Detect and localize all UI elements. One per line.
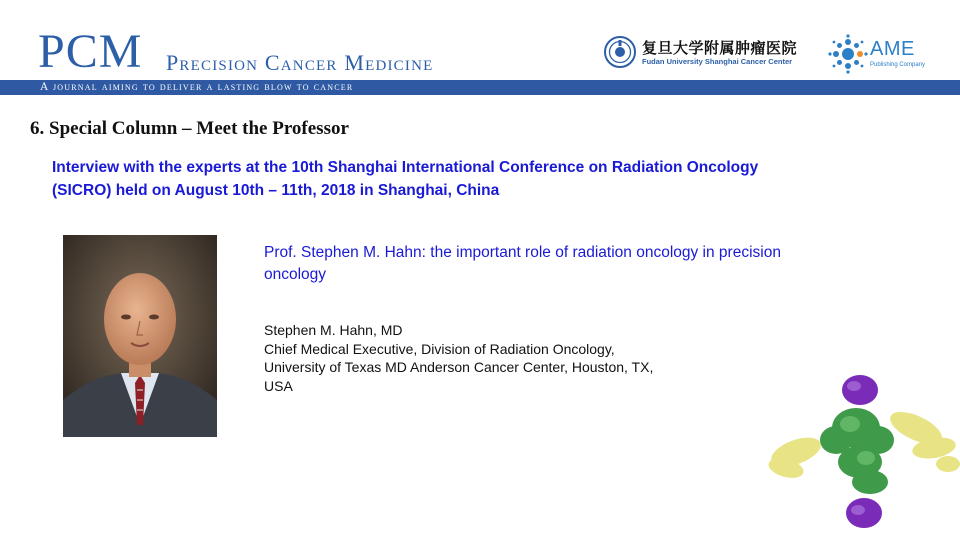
speaker-position: Chief Medical Executive, Division of Radiation Oncology, [264, 340, 615, 357]
interview-title: Prof. Stephen M. Hahn: the important role of radiation oncology in precision oncology [264, 244, 781, 283]
fudan-emblem-icon [604, 36, 636, 68]
portrait-image [63, 235, 217, 437]
ame-logo [828, 34, 938, 74]
speaker-country: USA [264, 377, 293, 394]
tagline-text: A journal aiming to deliver a lasting blow to cancer [40, 81, 354, 93]
journal-logo-abbr: PCM [38, 25, 143, 78]
fudan-logo [604, 36, 814, 70]
journal-logo-full: Precision Cancer Medicine [166, 50, 434, 75]
ame-dots-icon [828, 34, 868, 74]
tagline-banner [0, 80, 960, 95]
section-title: 6. Special Column – Meet the Professor [30, 118, 349, 139]
section-subtitle: Interview with the experts at the 10th Shanghai International Conference on Radiation Oncology (SICRO) held on August 10th – 11th, 2018 in Shanghai, China [52, 159, 759, 199]
professor-photo [63, 235, 217, 437]
fudan-name-cn: 复旦大学附属肿瘤医院 [642, 39, 798, 57]
speaker-name: Stephen M. Hahn, MD [264, 322, 403, 338]
speaker-institution: University of Texas MD Anderson Cancer Center, Houston, TX, [264, 359, 654, 375]
header [0, 0, 960, 96]
fudan-name-en: Fudan University Shanghai Cancer Center [642, 57, 793, 66]
ame-name: AME [870, 38, 915, 60]
ame-subtitle: Publishing Company [870, 62, 926, 68]
protein-structure-image [766, 370, 960, 535]
speaker-info [264, 321, 784, 395]
